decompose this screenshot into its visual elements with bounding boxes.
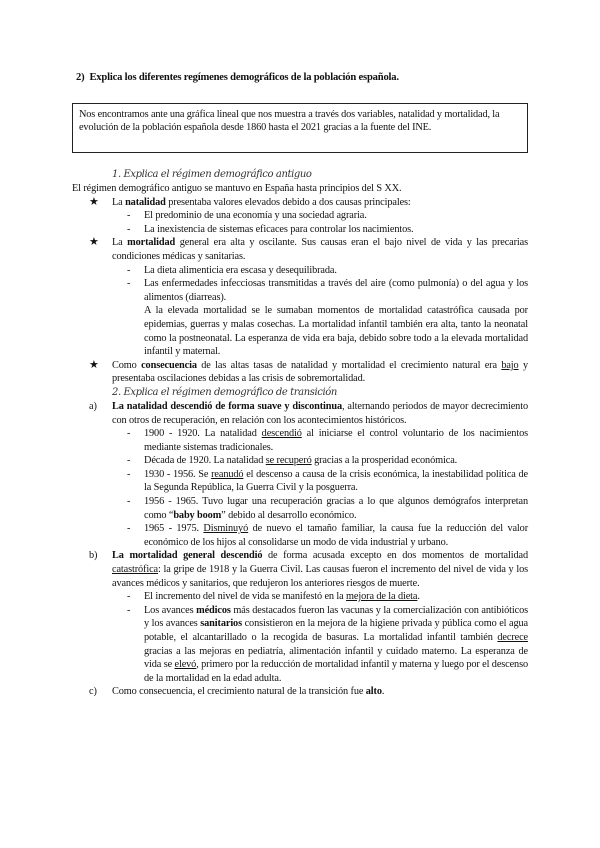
consecuencia-item: ★ Como consecuencia de las altas tasas de natalidad y mortalidad el crecimiento natural era bajo y presentaba oscilaciones debidas a las crisis de sobremortalidad. xyxy=(89,358,529,385)
dash-icon: - xyxy=(127,591,131,603)
section1-heading: 1. Explica el régimen demográfico antiguo xyxy=(112,169,312,180)
section1-lead: El régimen demográfico antiguo se mantuvo en España hasta principios del S XX. xyxy=(72,183,402,194)
letter-marker: b) xyxy=(89,550,98,562)
consecuencia-term: consecuencia xyxy=(141,359,197,371)
letter-marker: c) xyxy=(89,686,97,698)
question-number: 2) xyxy=(76,72,85,83)
natalidad-item: ★ La natalidad presentaba valores elevados debido a dos causas principales: xyxy=(89,195,411,208)
list-item: - 1956 - 1965. Tuvo lugar una recuperación gracias a lo que algunos demógrafos interpretan como “baby boom” debido al desarrollo económico. xyxy=(127,496,528,521)
dash-icon: - xyxy=(127,468,131,480)
dash-icon: - xyxy=(127,496,131,508)
intro-box xyxy=(72,103,528,153)
question-title xyxy=(76,72,546,83)
intro-text: Nos encontramos ante una gráfica lineal que nos muestra a través dos variables, natalidad y mortalidad, la evolución de la población española desde 1860 hasta el 2021 gracias a la fuente del INE. xyxy=(79,109,500,134)
list-item: - Década de 1920. La natalidad se recuperó gracias a la prosperidad económica. xyxy=(127,455,458,467)
dash-icon: - xyxy=(127,604,131,616)
mortalidad-extra: A la elevada mortalidad se le sumaban momentos de mortalidad catastrófica causada por epidemias, guerras y malas cosechas. La mortalidad infantil también era alta, tanto la neonatal como la postneonatal. La esperanza de vida era baja, debido sobre todo a la elevada mortalidad infantil y maternal. xyxy=(144,305,528,358)
dash-icon: - xyxy=(127,278,131,290)
section2-heading: 2. Explica el régimen demográfico de transición xyxy=(112,386,337,398)
answer-body xyxy=(72,168,528,699)
natalidad-term: natalidad xyxy=(125,196,166,208)
list-item: - La inexistencia de sistemas eficaces para controlar los nacimientos. xyxy=(127,223,414,235)
list-item: - La dieta alimenticia era escasa y desequilibrada. xyxy=(127,264,337,276)
mortalidad-item: ★ La mortalidad general era alta y oscilante. Sus causas eran el bajo nivel de vida y las precarias condiciones médicas y sanitarias. xyxy=(89,236,528,262)
star-icon: ★ xyxy=(89,195,99,208)
question-text: Explica los diferentes regímenes demográficos de la población española. xyxy=(89,72,399,83)
dash-icon: - xyxy=(127,264,131,276)
list-item: - 1930 - 1956. Se reanudó el descenso a causa de la crisis económica, la inestabilidad política de la Segunda República, la Guerra Civil y la posguerra. xyxy=(127,468,528,494)
dash-icon: - xyxy=(127,223,131,235)
list-item: - El predominio de una economía y una sociedad agraria. xyxy=(127,210,367,222)
list-item: - 1965 - 1975. Disminuyó de nuevo el tamaño familiar, la causa fue la reducción del valor económico de los hijos al consolidarse un modo de vida industrial y urbano. xyxy=(127,523,529,548)
dash-icon: - xyxy=(127,455,131,467)
list-item: - 1900 - 1920. La natalidad descendió al iniciarse el control voluntario de los nacimientos mediante sistemas tradicionales. xyxy=(127,428,528,453)
list-item: - El incremento del nivel de vida se manifestó en la mejora de la dieta. xyxy=(127,591,420,603)
list-item: - Los avances médicos más destacados fueron las vacunas y la comercialización con antibióticos y los avances sanitarios consistieron en la mejora de la higiene privada y pública como el agua potable, el alcantarillado o la recogida de basuras. La mortalidad infantil también decrece gracias a las mejoras en pediatría, alimentación infantil y cuidado materno. La esperanza de vida se elevó, primero por la reducción de mortalidad infantil y materna y luego por el descenso de la mortalidad en la edad adulta. xyxy=(127,604,528,684)
item-b: b) La mortalidad general descendió de forma acusada excepto en dos momentos de mortalidad catastrófica: la gripe de 1918 y la Guerra Civil. Las causas fueron el incremento del nivel de vida y los avances médicos y sanitarios, que redujeron los anteriores riesgos de muerte. xyxy=(89,550,528,589)
list-item: - Las enfermedades infecciosas transmitidas a través del aire (como pulmonía) o del agua y los alimentos (diarreas). xyxy=(127,278,528,303)
star-icon: ★ xyxy=(89,236,99,249)
mortalidad-term: mortalidad xyxy=(127,237,176,249)
item-c: c) Como consecuencia, el crecimiento natural de la transición fue alto. xyxy=(89,686,385,698)
item-a: a) La natalidad descendió de forma suave y discontinua, alternando periodos de mayor decrecimiento con otros de recuperación, en relación con los acontecimientos históricos. xyxy=(89,400,528,426)
letter-marker: a) xyxy=(89,400,97,412)
star-icon: ★ xyxy=(89,358,99,371)
dash-icon: - xyxy=(127,428,131,440)
dash-icon: - xyxy=(127,210,131,222)
dash-icon: - xyxy=(127,523,131,535)
